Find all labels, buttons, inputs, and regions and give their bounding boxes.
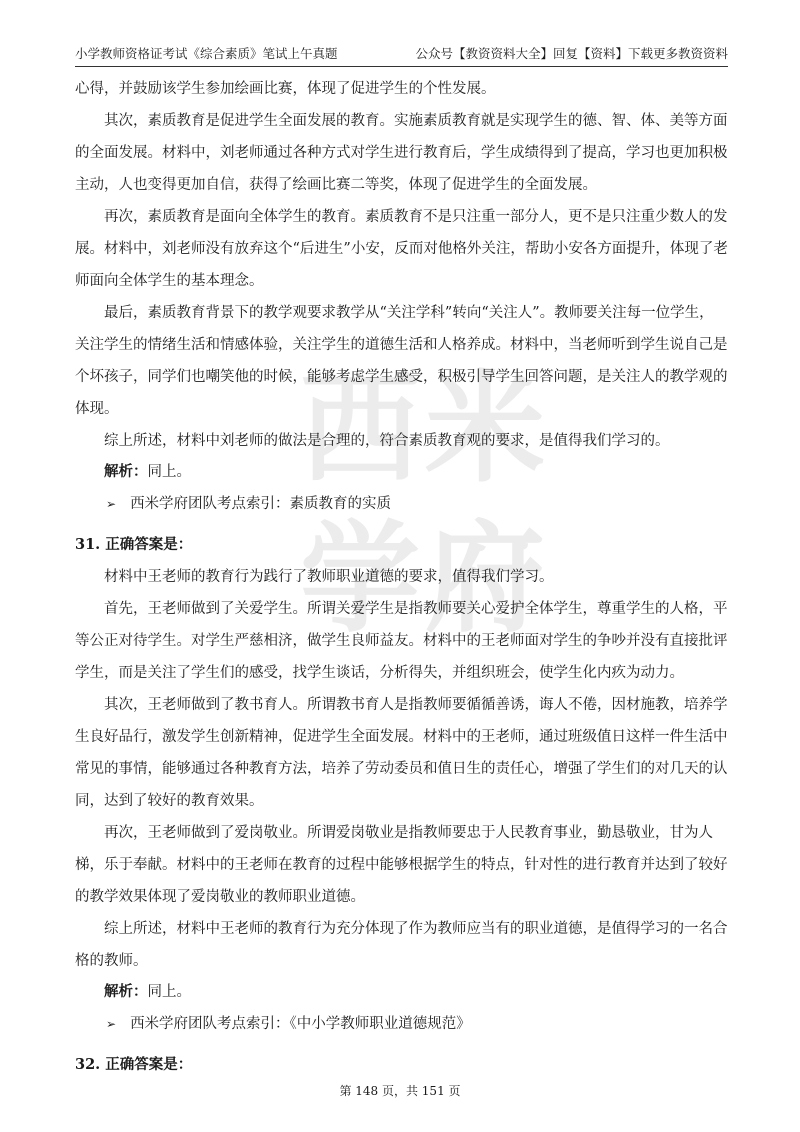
arrow-bullet-icon: ➢ (106, 1017, 117, 1031)
arrow-bullet-icon: ➢ (106, 497, 117, 511)
header-promo: 公众号【教资资料大全】回复【资料】下载更多教资资料 (415, 46, 728, 61)
answer-paragraph: 材料中王老师的教育行为践行了教师职业道德的要求，值得我们学习。 (104, 569, 554, 585)
answer-paragraph: 再次，王老师做到了爱岗敬业。所谓爱岗敬业是指教师要忠于人民教育事业，勤恳敬业，甘为人梯，乐于奉献。材料中的王老师在教育的过程中能够根据学生的特点，针对性的进行教育并达到了较好的教学效果体现了爱岗敬业的教师职业道德。 (75, 825, 728, 905)
analysis-line (75, 977, 728, 1007)
answer-paragraph: 综上所述，材料中王老师的教育行为充分体现了作为教师应当有的职业道德，是值得学习的一名合格的教师。 (75, 921, 728, 969)
knowledge-index (75, 1009, 728, 1039)
watermark-logo: 西 米 学 府 (300, 360, 545, 649)
answer-paragraph: 其次，素质教育是促进学生全面发展的教育。实施素质教育就是实现学生的德、智、体、美等方面的全面发展。材料中，刘老师通过各种方式对学生进行教育后，学生成绩得到了提高，学习也更加积极主动，人也变得更加自信，获得了绘画比赛二等奖，体现了促进学生的全面发展。 (75, 113, 728, 193)
page-header (75, 44, 728, 67)
analysis-label: 解析： (104, 983, 148, 1000)
analysis-label: 解析： (104, 463, 148, 480)
page-number: 第 148 页，共 151 页 (339, 1084, 461, 1098)
analysis-text: 同上。 (147, 984, 191, 1000)
question-heading: 31. 正确答案是： (75, 536, 193, 553)
answer-paragraph: 首先，王老师做到了关爱学生。所谓关爱学生是指教师要关心爱护全体学生，尊重学生的人格，平等公正对待学生。对学生严慈相济，做学生良师益友。材料中的王老师面对学生的争吵并没有直接批评学生，而是关注了学生们的感受，找学生谈话，分析得失，并组织班会，使学生化内疚为动力。 (75, 601, 728, 681)
knowledge-index-text: 西米学府团队考点索引：《中小学教师职业道德规范》 (130, 1016, 471, 1032)
analysis-text: 同上。 (147, 464, 191, 480)
header-title: 小学教师资格证考试《综合素质》笔试上午真题 (75, 46, 338, 61)
answer-paragraph: 心得，并鼓励该学生参加绘画比赛，体现了促进学生的个性发展。 (75, 81, 496, 97)
knowledge-index (75, 489, 728, 519)
answer-paragraph: 再次，素质教育是面向全体学生的教育。素质教育不是只注重一部分人，更不是只注重少数人的发展。材料中，刘老师没有放弃这个“后进生”小安，反而对他格外关注，帮助小安各方面提升，体现了老师面向全体学生的基本理念。 (75, 209, 728, 289)
answer-paragraph: 综上所述，材料中刘老师的做法是合理的，符合素质教育观的要求，是值得我们学习的。 (104, 433, 670, 449)
knowledge-index-text: 西米学府团队考点索引：素质教育的实质 (130, 496, 392, 512)
page-content (75, 73, 728, 1081)
question-heading: 32. 正确答案是： (75, 1056, 193, 1073)
answer-paragraph: 最后，素质教育背景下的教学观要求教学从“关注学科”转向“关注人”。教师要关注每一位学生，关注学生的情绪生活和情感体验，关注学生的道德生活和人格养成。材料中，当老师听到学生说自己是个坏孩子，同学们也嘲笑他的时候，能够考虑学生感受，积极引导学生回答问题，是关注人的教学观的体现。 (75, 305, 728, 417)
analysis-line (75, 457, 728, 487)
answer-paragraph: 其次，王老师做到了教书育人。所谓教书育人是指教师要循循善诱，诲人不倦，因材施教，培养学生良好品行，激发学生创新精神，促进学生全面发展。材料中的王老师，通过班级值日这样一件生活中常见的事情，能够通过各种教育方法，培养了劳动委员和值日生的责任心，增强了学生们的对几天的认同，达到了较好的教育效果。 (75, 697, 728, 809)
